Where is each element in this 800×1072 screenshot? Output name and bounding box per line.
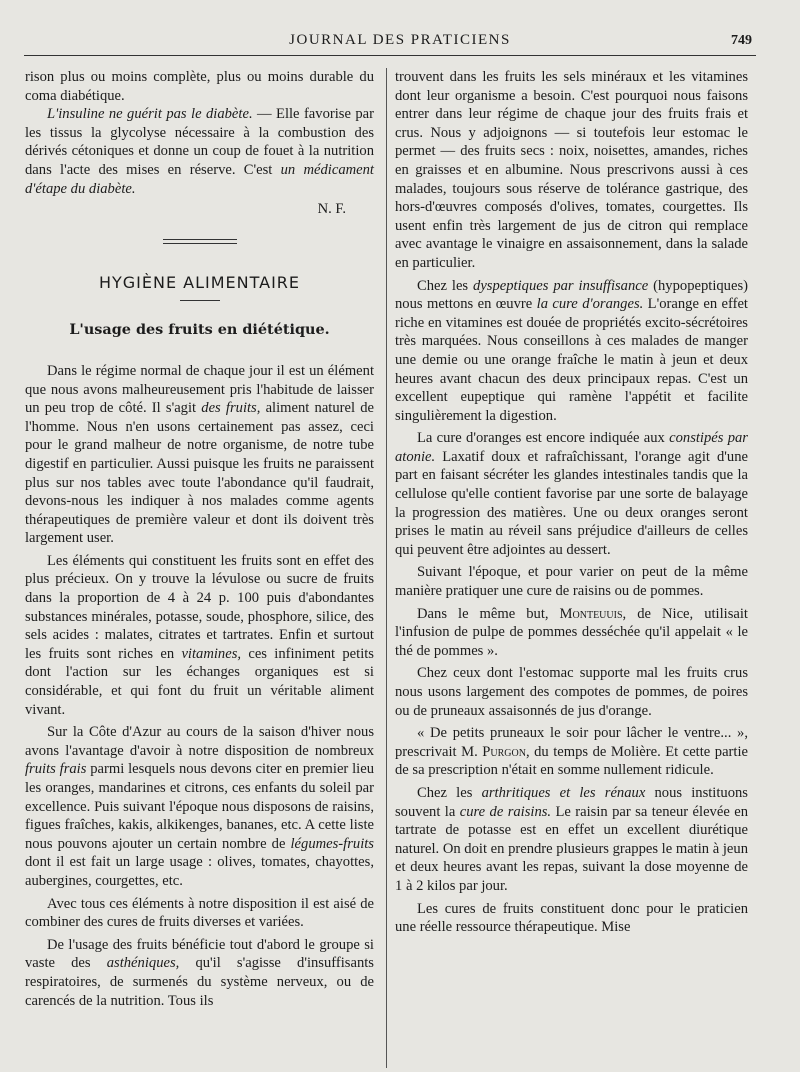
text: Chez ceux dont l'estomac supporte mal les fruits crus nous usons largement des compotes de pommes, de poires ou de pruneaux assaisonnés de jus d'orange. bbox=[395, 665, 748, 719]
text: parmi lesquels nous devons citer en premier lieu les oranges, mandarines et citrons, ces enfants du soleil par excellence. Puis suivant l'époque nous disposons de raisins, figues fraîches, kakis, alkikenges, bananes, etc. A cette liste nous pouvons ajouter un certain nombre de bbox=[25, 761, 374, 852]
character-name: Purgon bbox=[482, 743, 526, 760]
italic-text: L'insuline ne guérit pas le diabète. bbox=[47, 106, 253, 123]
paragraph bbox=[395, 277, 748, 426]
text: Dans le même but, bbox=[417, 605, 560, 622]
author-name: Monteuuis bbox=[559, 605, 623, 622]
italic-text: la cure d'oranges. bbox=[536, 296, 644, 313]
paragraph bbox=[395, 605, 748, 661]
italic-text: dyspeptiques par insuffisance bbox=[473, 277, 649, 294]
text: La cure d'oranges est encore indiquée aux bbox=[417, 430, 670, 447]
text: , du temps de Molière. Et cette partie de sa prescription n'était en somme nullement ridicule. bbox=[395, 743, 748, 779]
italic-text: un médicament d'étape du diabète. bbox=[25, 161, 374, 197]
left-column bbox=[25, 68, 374, 1010]
paragraph bbox=[395, 429, 748, 559]
italic-text: des fruits, bbox=[201, 400, 261, 417]
text: L'orange en effet riche en vitamines est douée de propriétés excito-sécrétoires très marquées. Nous conseillons à ces malades de manger une demie ou une orange fraîche le matin à jeun et deux heures avant chacun des deux principaux repas. C'est un excellent eupeptique qui ramène l'appétit et facilite singulièrement la digestion. bbox=[395, 296, 748, 424]
paragraph bbox=[395, 563, 748, 600]
text: — Elle favorise par les tissus la glycolyse nécessaire à la combustion des dérivés cétoniques et donne un coup de fouet à la nutrition dans l'acte des mises en réserve. C'est bbox=[25, 106, 375, 178]
author-signature: N. F. bbox=[317, 201, 346, 218]
text: aliment naturel de l'homme. Nous n'en usons certainement pas assez, ceci pour le grand malheur de notre organisme, de notre tube digestif en particulier. Aussi puisque les fruits ne paraissent plus sur nos tables avec toute l'abondance qu'il faudrait, devons-nous les indiquer à nos malades comme agents thérapeutiques de première valeur et dont ils doivent très largement user. bbox=[25, 400, 374, 547]
italic-text: asthéniques, bbox=[106, 955, 180, 972]
text: « De petits pruneaux le soir pour lâcher le ventre... », prescrivait M. bbox=[395, 725, 748, 760]
text: Sur la Côte d'Azur au cours de la saison d'hiver nous avons l'avantage d'avoir à notre disposition de nombreux bbox=[25, 724, 374, 759]
column-divider bbox=[386, 68, 387, 1068]
paragraph bbox=[25, 105, 374, 198]
text: rison plus ou moins complète, plus ou moins durable du coma diabétique. bbox=[25, 69, 374, 104]
paragraph bbox=[395, 724, 748, 780]
text: Laxatif doux et rafraîchissant, l'orange agit d'une part en faisant sécréter les glandes intestinales tandis que la cellulose qu'elle contient favorise par une sorte de balayage la progression des matières. Une ou deux oranges seront prises le matin au réveil sans préjudice d'ailleurs de celles qui peuvent être adjointes au dessert. bbox=[395, 448, 748, 558]
text: trouvent dans les fruits les sels minéraux et les vitamines dont leur organisme a besoin. C'est pourquoi nous faisons entrer dans leur régime de chaque jour des fruits frais et crus. Nous y adjoignons — si toutefois leur estomac le permet — des fruits secs : noix, noisettes, amandes, riches en graisses et en albumine. Nous prescrivons aussi à ces malades, toujours sous réserve de tolérance gastrique, des hors-d'œuvres composés d'olives, tomates, courgettes. Ils usent enfin très largement de jus de citron qui remplace avec avantage le vinaigre en assaisonnement, dans la salade en particulier. bbox=[395, 69, 748, 271]
paragraph bbox=[395, 664, 748, 720]
page-header bbox=[0, 0, 800, 56]
text: Suivant l'époque, et pour varier on peut de la même manière pratiquer une cure de raisins ou de pommes. bbox=[395, 564, 748, 600]
italic-text: fruits frais bbox=[25, 761, 87, 778]
paragraph bbox=[395, 900, 748, 937]
text: qu'il s'agisse d'insuffisants respiratoires, de surmenés du système nerveux, ou de carencés de la nutrition. Tous ils bbox=[25, 955, 374, 1009]
paragraph bbox=[25, 68, 374, 105]
paragraph bbox=[25, 723, 374, 890]
text: De l'usage des fruits bénéficie tout d'abord le groupe si vaste des bbox=[25, 936, 374, 972]
italic-text: légumes-fruits bbox=[290, 835, 374, 852]
paragraph bbox=[25, 895, 374, 932]
text: ces infiniment petits dont l'action sur les échanges organiques est si considérable, et qui font du fruit un véritable aliment vivant. bbox=[25, 645, 374, 718]
text: , de Nice, utilisait l'infusion de pulpe de pommes desséchée qu'il appelait « le thé de pommes ». bbox=[395, 605, 748, 659]
text: Les cures de fruits constituent donc pour le praticien une réelle ressource thérapeutique. Mise bbox=[395, 900, 748, 936]
paragraph bbox=[395, 784, 748, 896]
paragraph bbox=[25, 936, 374, 1010]
text: dont il est fait un large usage : olives, tomates, chayottes, aubergines, courgettes, etc. bbox=[25, 854, 374, 889]
text: Chez les bbox=[417, 277, 474, 294]
italic-text: cure de raisins. bbox=[459, 803, 552, 820]
journal-title: JOURNAL DES PRATICIENS bbox=[289, 32, 511, 48]
text: Avec tous ces éléments à notre disposition il est aisé de combiner des cures de fruits diverses et variées. bbox=[25, 895, 374, 931]
paragraph bbox=[395, 68, 748, 273]
right-column bbox=[395, 68, 748, 937]
text: Chez les bbox=[417, 784, 482, 801]
italic-text: vitamines, bbox=[181, 645, 242, 662]
page-number: 749 bbox=[731, 33, 752, 48]
title-rule bbox=[180, 300, 220, 301]
text: nous instituons souvent la bbox=[395, 784, 748, 820]
text: Dans le régime normal de chaque jour il est un élément que nous avons malheureusement pris l'habitude de laisser un peu trop de côté. Il s'agit bbox=[25, 362, 374, 417]
header-rule bbox=[24, 55, 756, 56]
section-title: HYGIÈNE ALIMENTAIRE bbox=[98, 272, 301, 292]
paragraph bbox=[25, 552, 374, 719]
italic-text: arthritiques et les rénaux bbox=[481, 784, 646, 801]
section-separator bbox=[163, 239, 237, 244]
paragraph bbox=[25, 362, 374, 548]
italic-text: constipés par atonie. bbox=[395, 430, 748, 465]
text: (hypopeptiques) nous mettons en œuvre bbox=[395, 277, 748, 313]
text: Les éléments qui constituent les fruits sont en effet des plus précieux. On y trouve la lévulose ou sucre de fruits dans la proportion de 4 à 24 p. 100 puis d'abondantes substances minérales, potasse, soude, phosphore, silice, des sels acides : malates, citrates et tartrates. Enfin et surtout les fruits sont riches en bbox=[25, 552, 374, 662]
article-title: L'usage des fruits en diététique. bbox=[69, 321, 330, 339]
text: Le raisin par sa teneur élevée en tartrate de potasse est en effet un excellent diurétique naturel. On doit en prendre plusieurs grappes le matin à jeun et deux heures avant les repas, suivant la dose moyenne de 1 à 2 kilos par jour. bbox=[395, 803, 748, 894]
